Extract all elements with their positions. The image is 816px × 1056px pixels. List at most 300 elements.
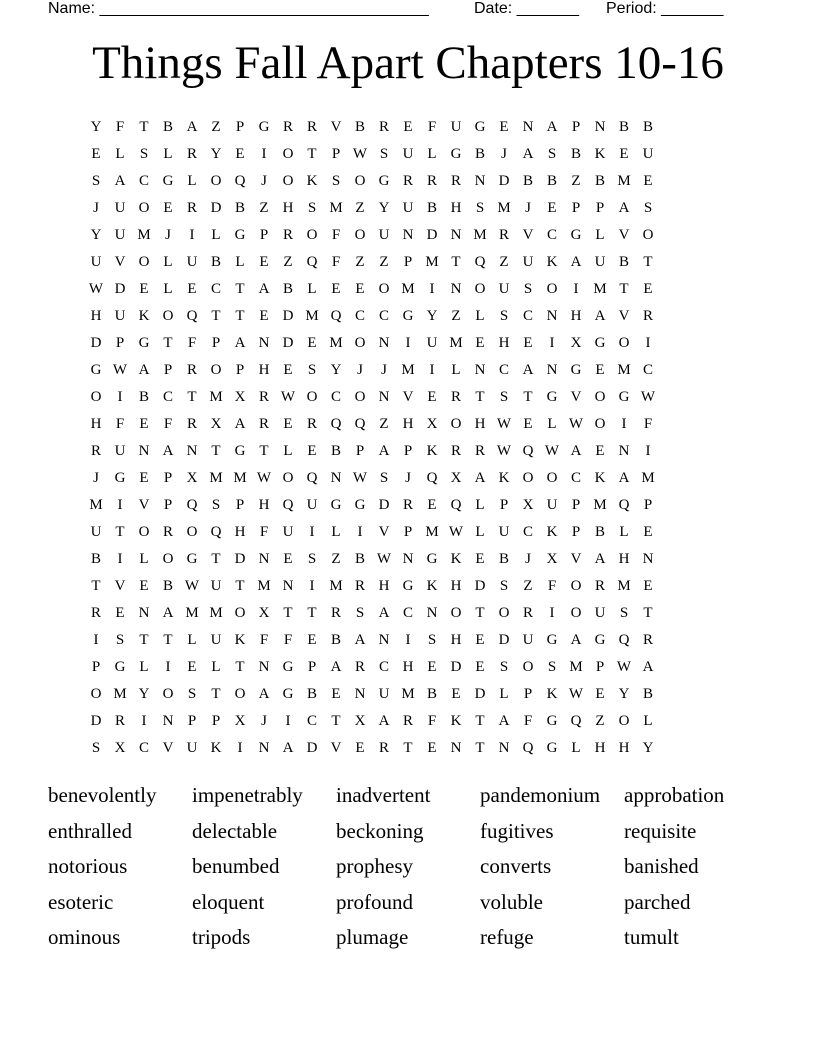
grid-letter: G <box>402 578 414 594</box>
grid-letter: S <box>115 632 125 648</box>
grid-letter: R <box>162 524 173 540</box>
name-field[interactable]: Name: _____________________________________ <box>48 0 429 17</box>
grid-row <box>84 708 732 735</box>
grid-letter: W <box>616 659 632 675</box>
grid-letter: M <box>425 254 439 270</box>
grid-letter: U <box>210 632 222 648</box>
grid-letter: R <box>426 173 437 189</box>
grid-letter: R <box>498 227 509 243</box>
grid-letter: V <box>138 497 150 513</box>
grid-letter: G <box>330 497 342 513</box>
grid-letter: E <box>643 524 653 540</box>
grid-letter: I <box>93 632 99 648</box>
grid-letter: X <box>114 740 126 756</box>
grid-letter: A <box>114 173 126 189</box>
grid-letter: Q <box>330 416 342 432</box>
grid-letter: G <box>378 173 390 189</box>
grid-letter: P <box>307 659 317 675</box>
grid-letter: G <box>114 470 126 486</box>
grid-letter: L <box>451 362 461 378</box>
grid-letter: I <box>573 281 579 297</box>
grid-letter: W <box>496 416 512 432</box>
grid-letter: L <box>283 443 293 459</box>
grid-letter: T <box>475 605 485 621</box>
grid-letter: U <box>546 497 558 513</box>
grid-row <box>84 600 732 627</box>
grid-letter: O <box>642 227 654 243</box>
grid-letter: T <box>523 389 533 405</box>
grid-letter: P <box>235 497 245 513</box>
grid-letter: T <box>187 389 197 405</box>
grid-letter: Y <box>426 308 438 324</box>
grid-letter: A <box>474 470 486 486</box>
grid-letter: C <box>354 308 365 324</box>
grid-letter: M <box>329 578 343 594</box>
grid-letter: N <box>378 389 390 405</box>
grid-letter: Q <box>354 416 366 432</box>
grid-letter: R <box>402 713 413 729</box>
grid-letter: O <box>474 281 486 297</box>
grid-letter: U <box>282 524 294 540</box>
grid-letter: R <box>378 119 389 135</box>
grid-letter: E <box>619 146 629 162</box>
grid-letter: H <box>618 740 630 756</box>
word-bank-item: banished <box>624 854 699 879</box>
grid-letter: O <box>354 389 366 405</box>
grid-letter: E <box>91 146 101 162</box>
grid-letter: R <box>90 443 101 459</box>
grid-letter: R <box>90 605 101 621</box>
grid-letter: J <box>525 551 531 567</box>
grid-letter: C <box>138 173 149 189</box>
grid-letter: O <box>522 659 534 675</box>
grid-letter: P <box>571 200 581 216</box>
grid-letter: F <box>259 524 269 540</box>
grid-letter: N <box>402 551 414 567</box>
grid-letter: L <box>211 659 221 675</box>
grid-letter: L <box>163 281 173 297</box>
word-bank-item: benumbed <box>192 854 280 879</box>
grid-letter: G <box>546 713 558 729</box>
grid-letter: A <box>546 119 558 135</box>
grid-letter: G <box>546 389 558 405</box>
grid-row <box>84 357 732 384</box>
grid-letter: F <box>427 713 437 729</box>
grid-letter: F <box>547 578 557 594</box>
grid-letter: R <box>306 119 317 135</box>
grid-letter: I <box>549 605 555 621</box>
grid-letter: C <box>210 281 221 297</box>
grid-letter: U <box>114 200 126 216</box>
grid-letter: Y <box>210 146 222 162</box>
grid-letter: N <box>330 470 342 486</box>
grid-letter: L <box>331 524 341 540</box>
grid-letter: I <box>309 524 315 540</box>
grid-letter: S <box>211 497 221 513</box>
grid-letter: E <box>451 686 461 702</box>
grid-letter: O <box>234 605 246 621</box>
grid-letter: W <box>352 146 368 162</box>
grid-letter: Y <box>90 119 102 135</box>
grid-letter: E <box>283 362 293 378</box>
grid-letter: A <box>378 713 390 729</box>
grid-letter: N <box>258 551 270 567</box>
grid-letter: P <box>259 227 269 243</box>
grid-letter: N <box>138 443 150 459</box>
grid-letter: O <box>210 173 222 189</box>
grid-letter: T <box>115 524 125 540</box>
grid-letter: K <box>546 254 558 270</box>
grid-letter: E <box>307 335 317 351</box>
grid-letter: N <box>618 443 630 459</box>
grid-letter: P <box>595 659 605 675</box>
grid-letter: K <box>450 713 462 729</box>
grid-letter: K <box>594 470 606 486</box>
grid-letter: E <box>547 200 557 216</box>
grid-letter: Q <box>618 497 630 513</box>
grid-letter: E <box>595 686 605 702</box>
grid-letter: C <box>522 524 533 540</box>
grid-letter: B <box>138 389 149 405</box>
grid-letter: E <box>139 470 149 486</box>
grid-letter: R <box>594 578 605 594</box>
grid-row <box>84 735 732 762</box>
grid-letter: T <box>451 254 461 270</box>
grid-letter: G <box>162 173 174 189</box>
word-search-grid <box>84 114 732 762</box>
grid-letter: K <box>498 470 510 486</box>
grid-letter: U <box>90 254 102 270</box>
grid-letter: H <box>402 416 414 432</box>
grid-letter: C <box>498 362 509 378</box>
word-bank-item: plumage <box>336 925 409 950</box>
word-bank-item: requisite <box>624 818 697 843</box>
grid-letter: G <box>138 335 150 351</box>
grid-letter: R <box>258 416 269 432</box>
grid-letter: P <box>643 497 653 513</box>
grid-letter: N <box>258 659 270 675</box>
grid-letter: Z <box>571 173 581 189</box>
grid-row <box>84 141 732 168</box>
grid-letter: S <box>499 308 509 324</box>
grid-letter: H <box>450 578 462 594</box>
grid-letter: G <box>594 335 606 351</box>
grid-letter: A <box>594 551 606 567</box>
grid-letter: T <box>163 335 173 351</box>
grid-letter: O <box>618 335 630 351</box>
grid-letter: M <box>449 335 463 351</box>
student-info-header <box>48 0 748 20</box>
grid-letter: R <box>354 659 365 675</box>
grid-letter: O <box>210 362 222 378</box>
grid-letter: L <box>475 524 485 540</box>
grid-letter: E <box>139 281 149 297</box>
grid-letter: T <box>307 605 317 621</box>
grid-letter: Q <box>618 632 630 648</box>
grid-letter: L <box>427 146 437 162</box>
grid-letter: V <box>114 254 126 270</box>
grid-letter: M <box>137 227 151 243</box>
grid-letter: N <box>450 281 462 297</box>
grid-letter: U <box>522 254 534 270</box>
grid-letter: G <box>258 119 270 135</box>
word-bank-item: tripods <box>192 925 251 950</box>
grid-letter: A <box>594 308 606 324</box>
grid-letter: U <box>378 227 390 243</box>
grid-letter: E <box>307 443 317 459</box>
word-bank-item: parched <box>624 889 691 914</box>
grid-letter: P <box>211 713 221 729</box>
grid-letter: J <box>261 713 267 729</box>
grid-letter: K <box>210 740 222 756</box>
grid-letter: P <box>595 200 605 216</box>
grid-letter: A <box>354 632 366 648</box>
grid-letter: I <box>357 524 363 540</box>
grid-letter: P <box>403 443 413 459</box>
grid-letter: N <box>522 119 534 135</box>
grid-letter: N <box>378 632 390 648</box>
grid-letter: V <box>570 389 582 405</box>
grid-letter: I <box>405 335 411 351</box>
grid-letter: M <box>209 605 223 621</box>
grid-letter: N <box>354 686 366 702</box>
grid-letter: P <box>163 497 173 513</box>
grid-letter: E <box>355 740 365 756</box>
grid-letter: I <box>549 335 555 351</box>
grid-letter: D <box>282 308 294 324</box>
grid-letter: O <box>162 308 174 324</box>
grid-letter: Z <box>499 254 509 270</box>
grid-letter: O <box>546 470 558 486</box>
grid-letter: R <box>450 389 461 405</box>
grid-letter: I <box>645 335 651 351</box>
grid-letter: K <box>450 551 462 567</box>
grid-letter: T <box>643 605 653 621</box>
grid-letter: V <box>570 551 582 567</box>
grid-letter: W <box>640 389 656 405</box>
grid-letter: O <box>90 389 102 405</box>
grid-letter: I <box>117 497 123 513</box>
grid-letter: R <box>474 443 485 459</box>
grid-letter: O <box>186 524 198 540</box>
grid-row <box>84 492 732 519</box>
grid-letter: A <box>282 740 294 756</box>
grid-letter: H <box>474 416 486 432</box>
grid-letter: S <box>307 551 317 567</box>
grid-letter: S <box>427 632 437 648</box>
grid-letter: S <box>331 173 341 189</box>
grid-letter: M <box>257 578 271 594</box>
grid-letter: B <box>234 200 245 216</box>
grid-letter: O <box>162 686 174 702</box>
grid-letter: G <box>234 227 246 243</box>
grid-letter: B <box>90 551 101 567</box>
grid-letter: E <box>643 173 653 189</box>
grid-letter: L <box>475 308 485 324</box>
grid-letter: Y <box>330 362 342 378</box>
grid-letter: V <box>330 740 342 756</box>
grid-letter: T <box>235 578 245 594</box>
grid-letter: Y <box>378 200 390 216</box>
grid-row <box>84 654 732 681</box>
grid-letter: H <box>594 740 606 756</box>
grid-letter: S <box>307 362 317 378</box>
grid-letter: E <box>331 686 341 702</box>
grid-letter: T <box>235 659 245 675</box>
grid-letter: M <box>113 686 127 702</box>
grid-letter: O <box>354 335 366 351</box>
grid-letter: A <box>234 416 246 432</box>
grid-letter: U <box>114 443 126 459</box>
grid-letter: Q <box>282 497 294 513</box>
grid-letter: C <box>378 308 389 324</box>
grid-letter: F <box>643 416 653 432</box>
period-field[interactable]: Period: _______ <box>606 0 724 17</box>
grid-letter: S <box>379 146 389 162</box>
grid-letter: D <box>474 686 486 702</box>
grid-letter: M <box>209 470 223 486</box>
grid-letter: J <box>261 173 267 189</box>
grid-letter: B <box>162 119 173 135</box>
grid-letter: O <box>498 605 510 621</box>
grid-letter: D <box>90 713 102 729</box>
grid-row <box>84 627 732 654</box>
grid-letter: L <box>187 173 197 189</box>
grid-letter: A <box>522 146 534 162</box>
grid-letter: T <box>139 119 149 135</box>
grid-letter: V <box>162 740 174 756</box>
word-bank-item: refuge <box>480 925 534 950</box>
grid-letter: N <box>402 227 414 243</box>
date-field[interactable]: Date: _______ <box>474 0 579 17</box>
word-bank-item: approbation <box>624 783 725 807</box>
grid-letter: A <box>258 686 270 702</box>
grid-letter: Z <box>451 308 461 324</box>
grid-letter: F <box>331 254 341 270</box>
grid-letter: H <box>90 308 102 324</box>
grid-letter: N <box>258 740 270 756</box>
grid-letter: N <box>450 227 462 243</box>
grid-letter: E <box>475 632 485 648</box>
grid-letter: D <box>114 281 126 297</box>
grid-letter: I <box>309 578 315 594</box>
grid-letter: X <box>234 389 246 405</box>
grid-letter: O <box>450 416 462 432</box>
grid-letter: C <box>522 308 533 324</box>
grid-letter: L <box>115 146 125 162</box>
grid-letter: I <box>117 551 123 567</box>
grid-letter: M <box>593 281 607 297</box>
grid-letter: X <box>426 416 438 432</box>
grid-row <box>84 330 732 357</box>
grid-letter: X <box>450 470 462 486</box>
grid-letter: Q <box>306 254 318 270</box>
grid-letter: E <box>427 659 437 675</box>
grid-letter: S <box>619 605 629 621</box>
grid-letter: Q <box>186 308 198 324</box>
grid-letter: V <box>114 578 126 594</box>
grid-letter: S <box>547 146 557 162</box>
grid-letter: M <box>473 227 487 243</box>
grid-letter: E <box>523 416 533 432</box>
grid-letter: E <box>355 281 365 297</box>
grid-letter: M <box>593 497 607 513</box>
grid-letter: S <box>187 686 197 702</box>
grid-letter: M <box>617 362 631 378</box>
grid-letter: A <box>378 605 390 621</box>
grid-letter: H <box>450 200 462 216</box>
grid-letter: O <box>378 281 390 297</box>
grid-letter: H <box>402 659 414 675</box>
grid-letter: E <box>499 119 509 135</box>
grid-letter: C <box>138 740 149 756</box>
word-bank-item: delectable <box>192 818 278 843</box>
grid-letter: G <box>546 632 558 648</box>
grid-letter: T <box>139 632 149 648</box>
grid-letter: P <box>211 335 221 351</box>
grid-letter: D <box>498 173 510 189</box>
grid-row <box>84 465 732 492</box>
grid-letter: L <box>499 686 509 702</box>
grid-letter: A <box>330 659 342 675</box>
grid-letter: H <box>450 632 462 648</box>
grid-letter: Z <box>379 416 389 432</box>
grid-letter: E <box>595 443 605 459</box>
grid-letter: G <box>474 119 486 135</box>
grid-letter: B <box>594 173 605 189</box>
grid-letter: A <box>618 470 630 486</box>
grid-row <box>84 384 732 411</box>
grid-letter: I <box>117 389 123 405</box>
grid-letter: H <box>378 578 390 594</box>
grid-letter: R <box>402 173 413 189</box>
grid-letter: S <box>499 578 509 594</box>
grid-letter: A <box>570 254 582 270</box>
grid-letter: D <box>234 551 246 567</box>
grid-letter: I <box>261 146 267 162</box>
grid-letter: L <box>211 227 221 243</box>
grid-letter: E <box>643 578 653 594</box>
grid-letter: O <box>306 227 318 243</box>
grid-letter: N <box>138 605 150 621</box>
grid-letter: B <box>618 254 629 270</box>
grid-letter: O <box>90 686 102 702</box>
grid-letter: Y <box>618 686 630 702</box>
grid-letter: B <box>306 686 317 702</box>
grid-letter: D <box>378 497 390 513</box>
grid-row <box>84 114 732 141</box>
grid-letter: U <box>186 740 198 756</box>
grid-letter: R <box>282 227 293 243</box>
grid-letter: E <box>139 578 149 594</box>
grid-letter: U <box>90 524 102 540</box>
grid-letter: A <box>258 281 270 297</box>
grid-letter: C <box>402 605 413 621</box>
grid-letter: B <box>426 686 437 702</box>
grid-letter: E <box>427 389 437 405</box>
grid-letter: O <box>570 605 582 621</box>
grid-letter: S <box>139 146 149 162</box>
grid-letter: L <box>163 146 173 162</box>
grid-letter: U <box>402 146 414 162</box>
grid-letter: U <box>114 227 126 243</box>
grid-letter: A <box>234 335 246 351</box>
grid-letter: J <box>93 200 99 216</box>
grid-letter: G <box>426 551 438 567</box>
word-bank-item: impenetrably <box>192 783 303 807</box>
grid-letter: X <box>210 416 222 432</box>
grid-letter: S <box>91 740 101 756</box>
